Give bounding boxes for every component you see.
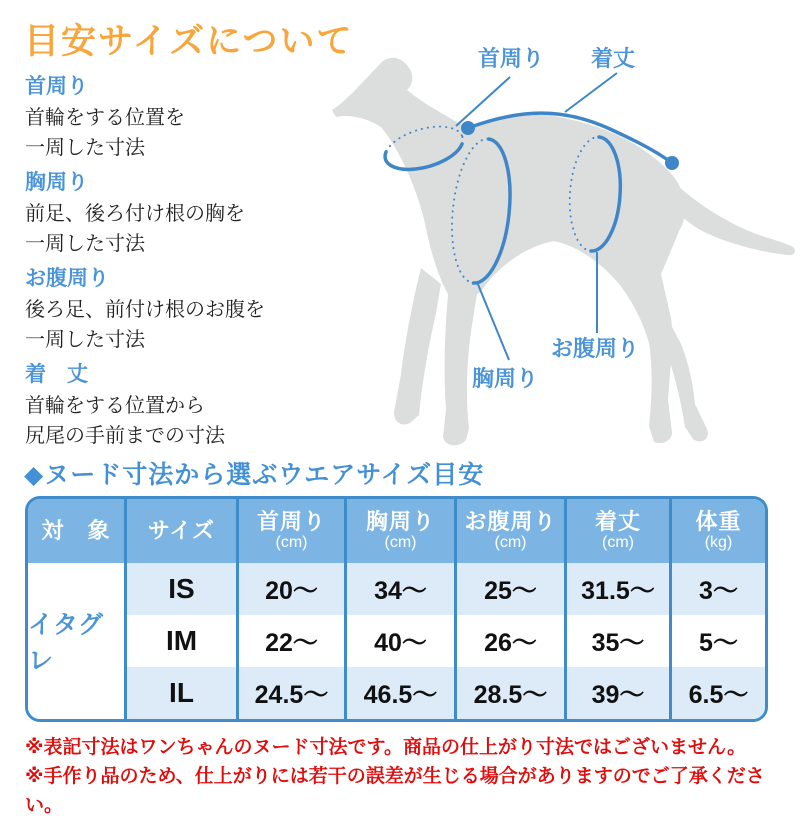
header-label: 対 象 bbox=[41, 518, 111, 543]
header-label: 胸周り bbox=[365, 509, 435, 534]
dog-measurement-diagram bbox=[320, 40, 800, 475]
measure-heading: 首周り bbox=[25, 75, 88, 98]
table-row-is-size: IS bbox=[127, 563, 239, 615]
table-cell: 35～ bbox=[567, 615, 672, 667]
measure-line: 首輪をする位置を bbox=[25, 107, 185, 129]
measure-line: 前足、後ろ付け根の胸を bbox=[25, 203, 245, 225]
measure-line: 一周した寸法 bbox=[25, 329, 145, 351]
measure-section-belly bbox=[25, 266, 325, 355]
length-end-dot bbox=[665, 156, 679, 170]
measure-guide bbox=[25, 74, 325, 458]
table-row-il-size: IL bbox=[127, 667, 239, 719]
table-cell: 26～ bbox=[457, 615, 567, 667]
table-target-cell: イタグレ bbox=[28, 563, 127, 719]
table-header-neck bbox=[239, 499, 347, 563]
table-cell: 31.5～ bbox=[567, 563, 672, 615]
table-cell: 40～ bbox=[347, 615, 457, 667]
measure-section-length bbox=[25, 362, 325, 451]
table-cell: 46.5～ bbox=[347, 667, 457, 719]
table-header-belly bbox=[457, 499, 567, 563]
table-cell: 28.5～ bbox=[457, 667, 567, 719]
measure-line: 後ろ足、前付け根のお腹を bbox=[25, 299, 265, 321]
note-line: ※手作り品のため、仕上がりには若干の誤差が生じる場合がありますのでご了承ください。 bbox=[25, 766, 765, 816]
table-header-chest bbox=[347, 499, 457, 563]
measure-line: 一周した寸法 bbox=[25, 137, 145, 159]
measure-line: 首輪をする位置から bbox=[25, 395, 205, 417]
header-unit: (kg) bbox=[704, 534, 733, 551]
header-label: 着丈 bbox=[594, 509, 641, 534]
table-cell: 6.5～ bbox=[672, 667, 765, 719]
measure-heading: お腹周り bbox=[25, 267, 109, 290]
measure-heading: 着 丈 bbox=[25, 363, 88, 386]
header-unit: (cm) bbox=[275, 534, 308, 551]
measure-line: 尻尾の手前までの寸法 bbox=[25, 425, 225, 447]
measure-heading: 胸周り bbox=[25, 171, 88, 194]
table-cell: 39～ bbox=[567, 667, 672, 719]
table-cell: 24.5～ bbox=[239, 667, 347, 719]
diagram-label-length: 着丈 bbox=[591, 46, 636, 71]
note-line: ※表記寸法はワンちゃんのヌード寸法です。商品の仕上がり寸法ではございません。 bbox=[25, 737, 747, 758]
diagram-label-chest: 胸周り bbox=[472, 366, 539, 391]
dog-diagram-svg bbox=[320, 40, 800, 475]
table-header-weight bbox=[672, 499, 765, 563]
table-cell: 5～ bbox=[672, 615, 765, 667]
header-label: サイズ bbox=[147, 518, 216, 543]
diagram-label-neck: 首周り bbox=[478, 46, 545, 71]
header-label: お腹周り bbox=[464, 509, 557, 534]
header-label: 体重 bbox=[695, 509, 742, 534]
length-start-dot bbox=[461, 121, 475, 135]
table-cell: 20～ bbox=[239, 563, 347, 615]
table-header-length bbox=[567, 499, 672, 563]
table-cell: 3～ bbox=[672, 563, 765, 615]
table-row-im-size: IM bbox=[127, 615, 239, 667]
measure-section-chest bbox=[25, 170, 325, 259]
table-cell: 34～ bbox=[347, 563, 457, 615]
measure-section-neck bbox=[25, 74, 325, 163]
diagram-label-belly: お腹周り bbox=[551, 336, 640, 361]
table-header-target bbox=[28, 499, 127, 563]
chest-leader-line bbox=[477, 282, 509, 360]
header-unit: (cm) bbox=[602, 534, 634, 551]
header-unit: (cm) bbox=[494, 534, 527, 551]
size-table-heading: ◆ヌード寸法から選ぶウエアサイズ目安 bbox=[24, 461, 485, 489]
size-table bbox=[25, 496, 768, 722]
length-leader-line bbox=[565, 73, 617, 112]
notes bbox=[25, 733, 785, 820]
table-header-size bbox=[127, 499, 239, 563]
table-cell: 25～ bbox=[457, 563, 567, 615]
measure-line: 一周した寸法 bbox=[25, 233, 145, 255]
header-unit: (cm) bbox=[384, 534, 417, 551]
header-label: 首周り bbox=[256, 509, 326, 534]
page-title: 目安サイズについて bbox=[24, 22, 354, 61]
table-cell: 22～ bbox=[239, 615, 347, 667]
